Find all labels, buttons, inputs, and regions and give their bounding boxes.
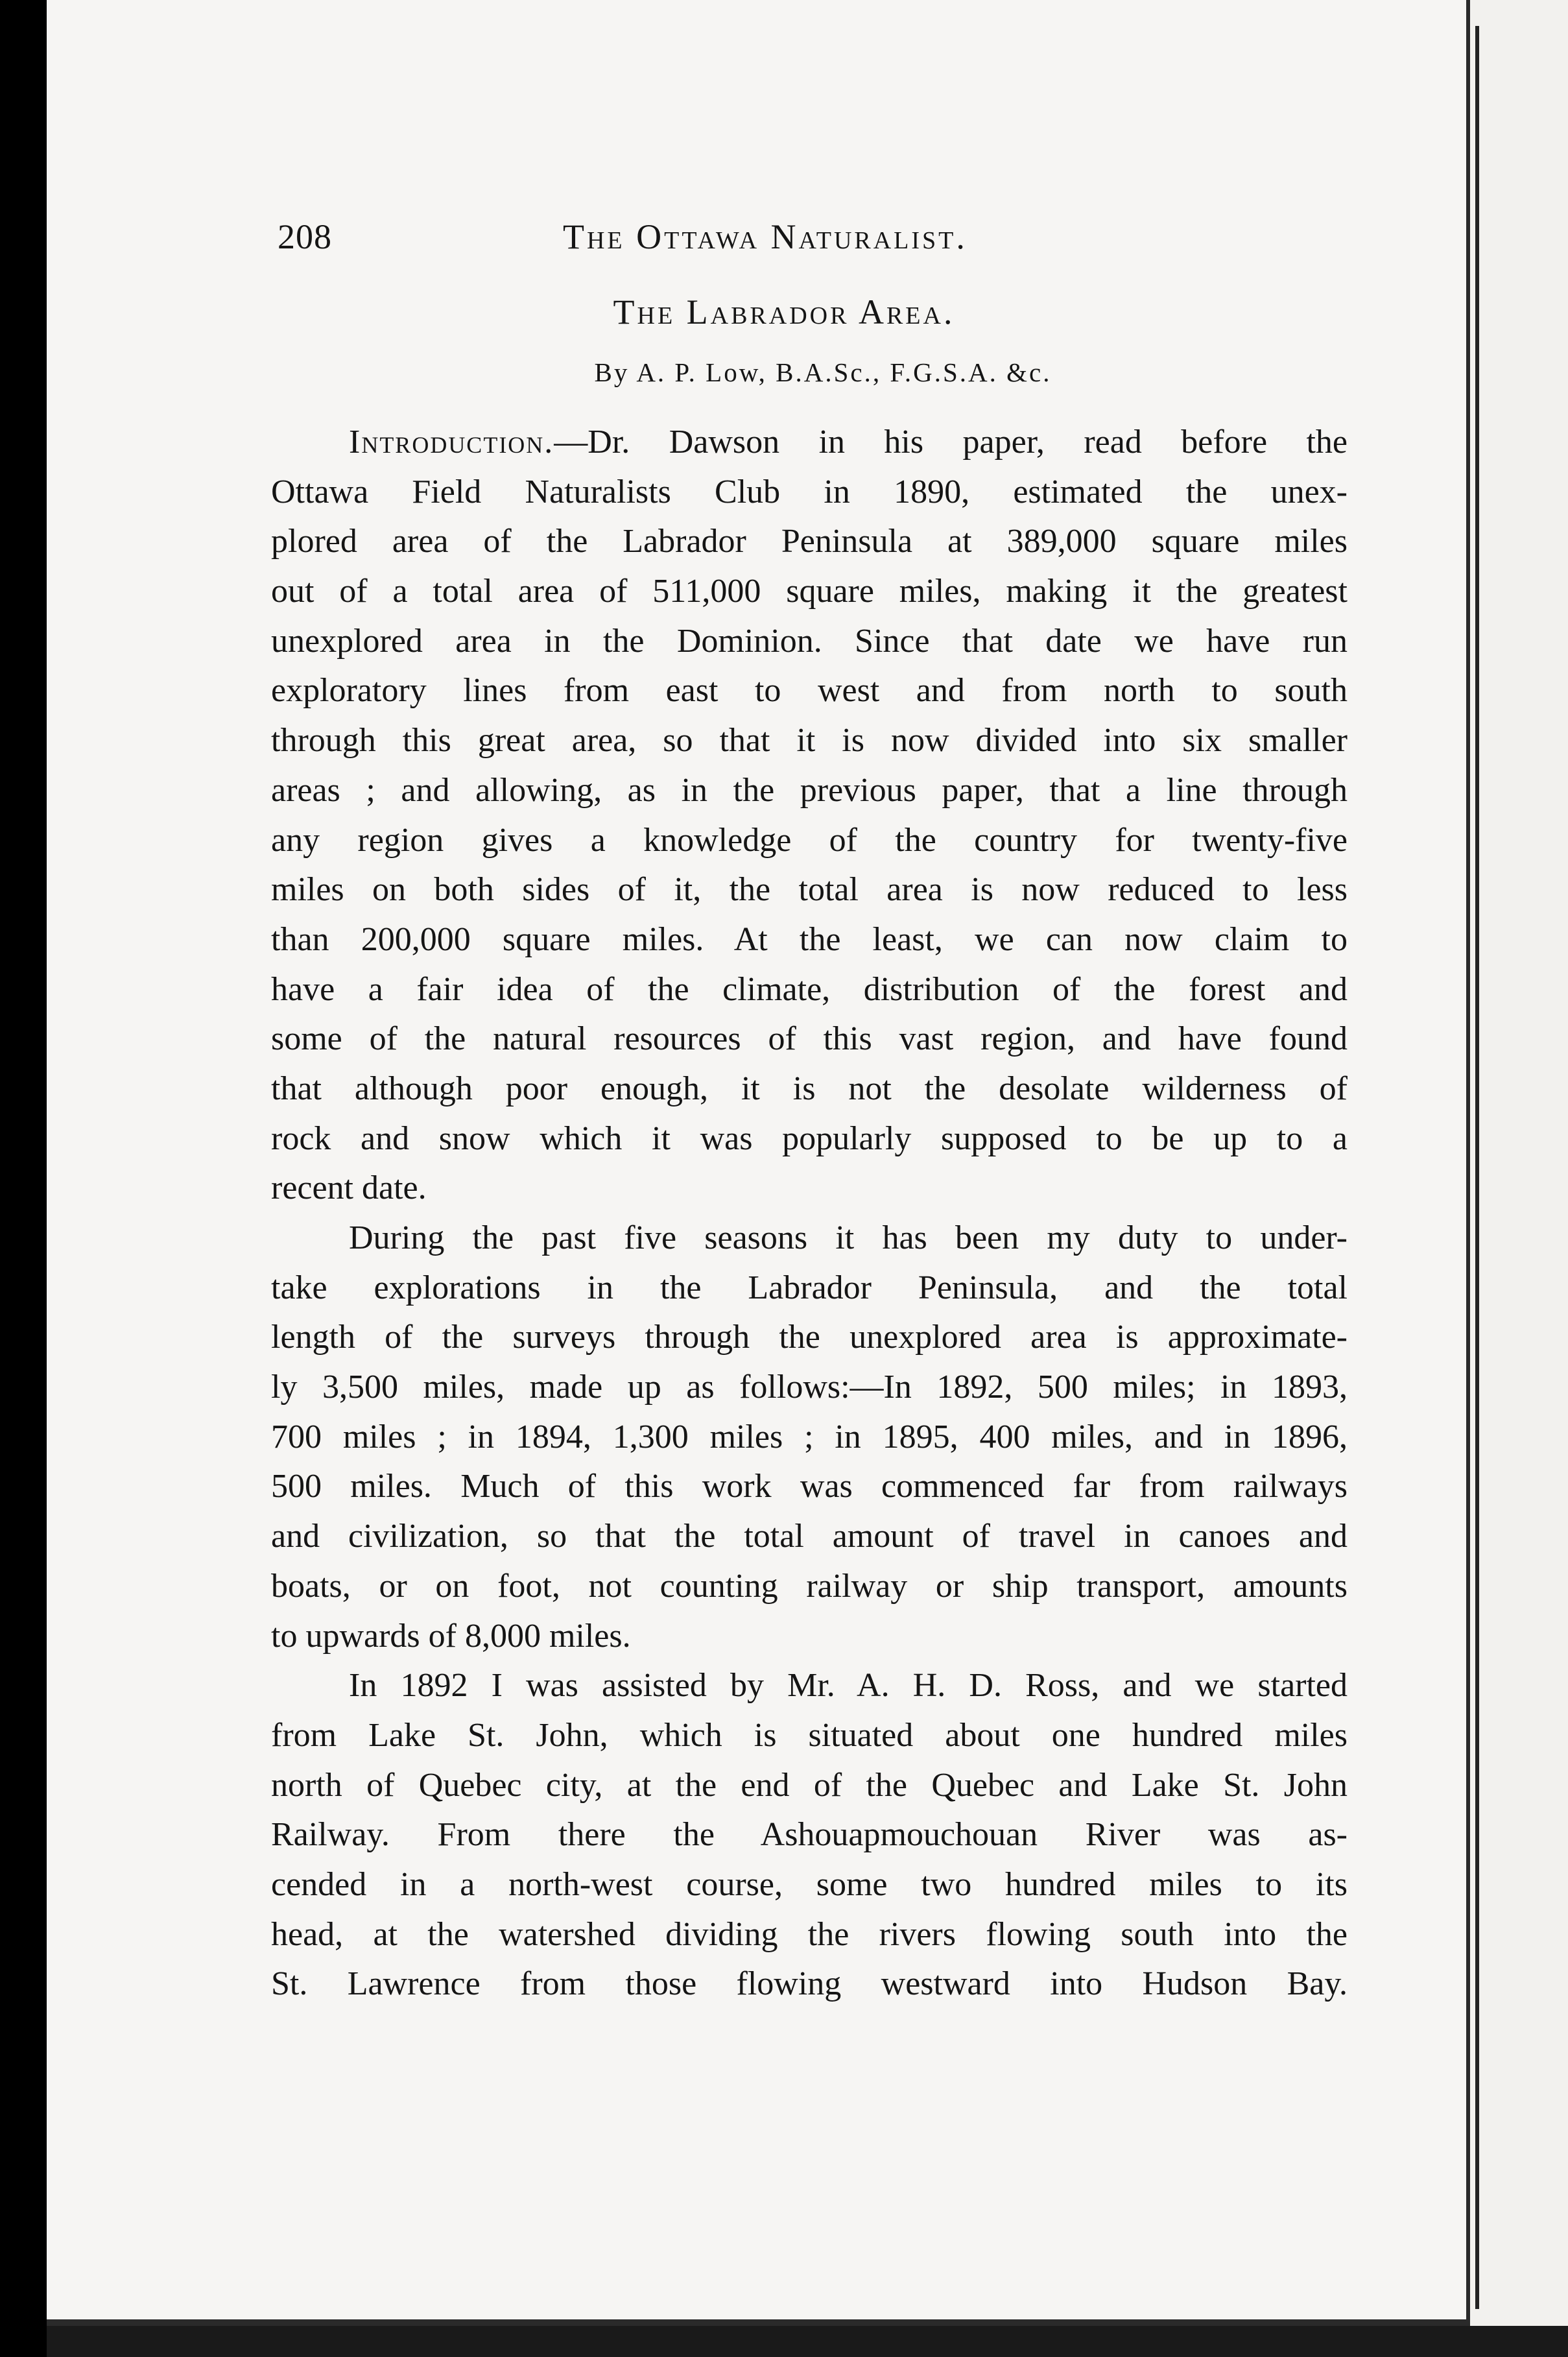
text-line: boats, or on foot, not counting railway or ship transport, amounts [271, 1567, 1348, 1605]
text-line: north of Quebec city, at the end of the Quebec and Lake St. John [271, 1766, 1348, 1804]
text-line: take explorations in the Labrador Peninsula, and the total [271, 1269, 1348, 1306]
text-line: unexplored area in the Dominion. Since that date we have run [271, 622, 1348, 660]
scan-bottom-edge [47, 2326, 1568, 2357]
text-line: 500 miles. Much of this work was commenced far from railways [271, 1468, 1348, 1505]
text-line: areas ; and allowing, as in the previous paper, that a line through [271, 771, 1348, 809]
adjacent-page-edge [1470, 0, 1568, 2357]
text-line: any region gives a knowledge of the country for twenty-five [271, 821, 1348, 859]
journal-title: The Ottawa Naturalist. [563, 217, 968, 256]
text-line: head, at the watershed dividing the rivers flowing south into the [271, 1915, 1348, 1953]
text-line-content: —Dr. Dawson in his paper, read before the [554, 424, 1348, 461]
running-header [278, 206, 1075, 265]
text-line: that although poor enough, it is not the desolate wilderness of [271, 1070, 1348, 1107]
text-line: and civilization, so that the total amount of travel in canoes and [271, 1518, 1348, 1555]
text-line: Ottawa Field Naturalists Club in 1890, estimated the unex- [271, 473, 1348, 510]
text-line: some of the natural resources of this vast region, and have found [271, 1020, 1348, 1058]
text-line: St. Lawrence from those flowing westward into Hudson Bay. [271, 1965, 1348, 2003]
text-line: out of a total area of 511,000 square miles, making it the greatest [271, 573, 1348, 610]
text-line: than 200,000 square miles. At the least, we can now claim to [271, 920, 1348, 958]
scan-left-margin [0, 0, 47, 2357]
text-line: exploratory lines from east to west and from north to south [271, 672, 1348, 710]
article-byline: By A. P. Low, B.A.Sc., F.G.S.A. &c. [594, 357, 1052, 387]
article-body [271, 418, 1348, 2009]
text-line: have a fair idea of the climate, distribution of the forest and [271, 970, 1348, 1008]
text-line: In 1892 I was assisted by Mr. A. H. D. Ross, and we started [349, 1667, 1348, 1705]
text-line: rock and snow which it was popularly supposed to be up to a [271, 1119, 1348, 1157]
article-title: The Labrador Area. [613, 293, 955, 331]
text-line: During the past five seasons it has been my duty to under- [349, 1219, 1348, 1256]
text-line: to upwards of 8,000 miles. [271, 1617, 631, 1655]
text-line: through this great area, so that it is now divided into six smaller [271, 722, 1348, 760]
page-number: 208 [278, 217, 332, 256]
text-line: ly 3,500 miles, made up as follows:—In 1892, 500 miles; in 1893, [271, 1369, 1348, 1406]
intro-lead-word: Introduction. [349, 424, 554, 461]
text-line: from Lake St. John, which is situated about one hundred miles [271, 1716, 1348, 1754]
text-line: Railway. From there the Ashouapmouchouan River was as- [271, 1816, 1348, 1854]
text-line [271, 418, 1348, 468]
text-line: length of the surveys through the unexplored area is approximate- [271, 1319, 1348, 1356]
text-line: cended in a north-west course, some two hundred miles to its [271, 1865, 1348, 1903]
text-line: miles on both sides of it, the total area is now reduced to less [271, 871, 1348, 909]
text-line: recent date. [271, 1169, 427, 1207]
text-line: 700 miles ; in 1894, 1,300 miles ; in 1895, 400 miles, and in 1896, [271, 1418, 1348, 1455]
text-line: plored area of the Labrador Peninsula at 389,000 square miles [271, 523, 1348, 560]
